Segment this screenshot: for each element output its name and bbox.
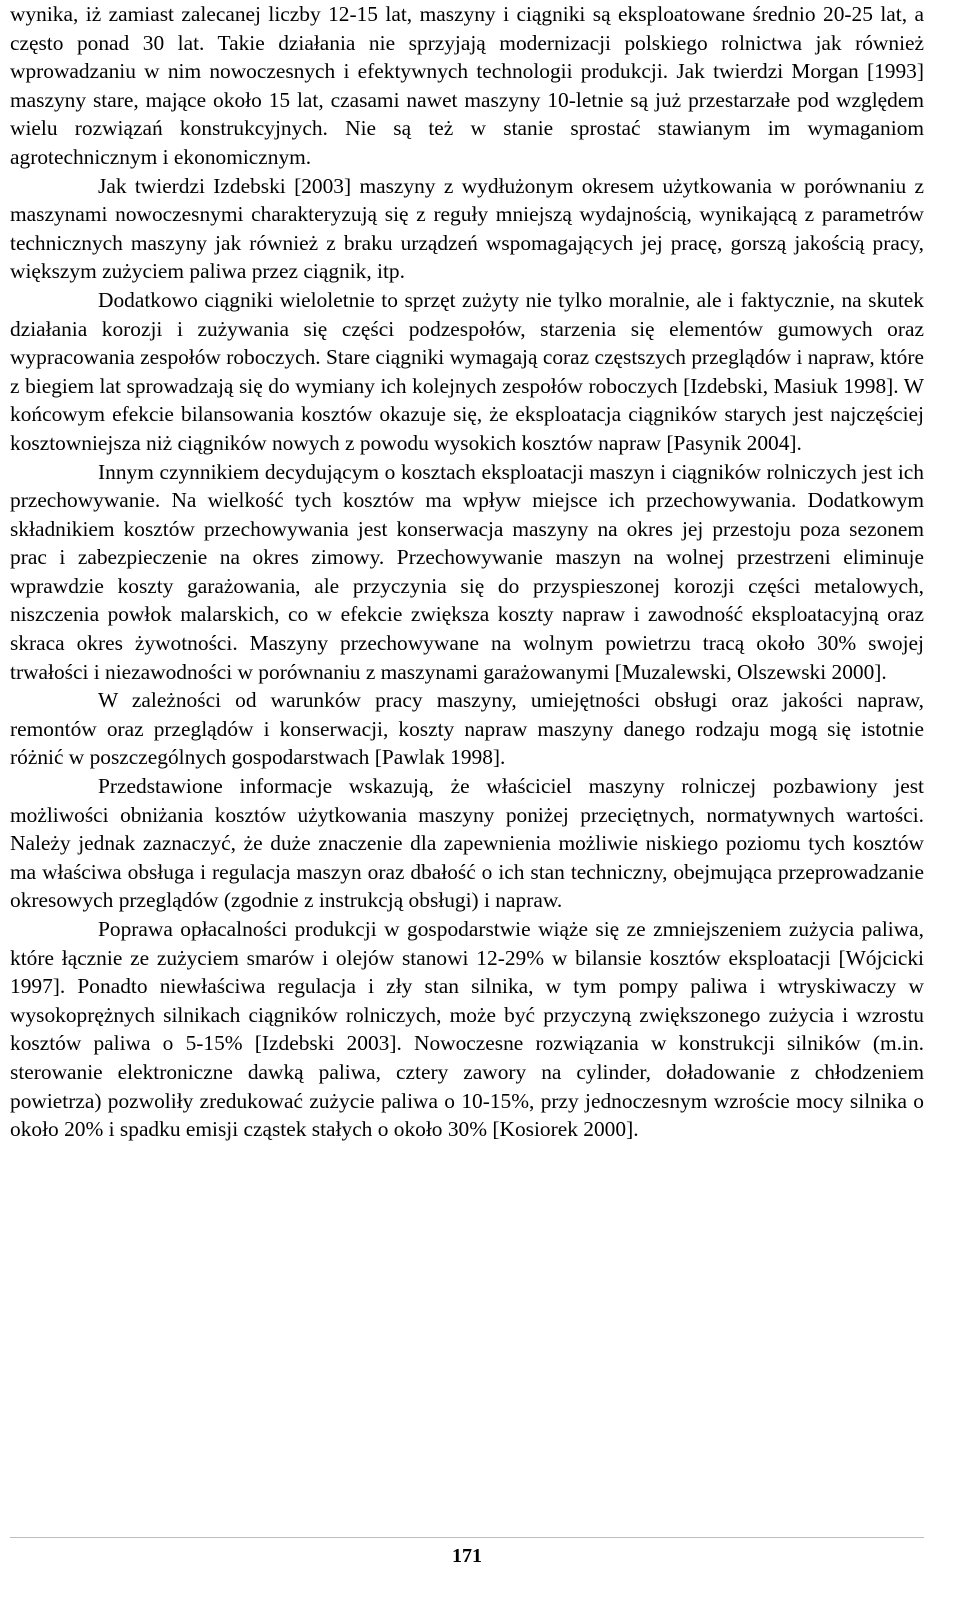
- paragraph-repair-costs: W zależności od warunków pracy maszyny, umiejętności obsługi oraz jakości napraw, remontów oraz przeglądów i konserwacji, koszty napraw maszyny danego rodzaju mogą się istotnie różnić w poszczególnych gospodarstwach [Pawlak 1998].: [10, 688, 924, 770]
- paragraph-storage: Innym czynnikiem decydującym o kosztach eksploatacji maszyn i ciągników rolniczych jest ich przechowywanie. Na wielkość tych kosztów ma wpływ miejsce ich przechowywania. Dodatkowym składnikiem kosztów przechowywania jest konserwacja maszyny na okres jej przestoju poza sezonem prac i zabezpieczenie na okres zimowy. Przechowywanie maszyn na wolnej przestrzeni eliminuje wprawdzie koszty garażowania, ale przyczynia się do przyspieszonej korozji części metalowych, niszczenia powłok malarskich, co w efekcie zwiększa koszty napraw i zawodność eksploatacyjną oraz skraca okres żywotności. Maszyny przechowywane na wolnym powietrzu tracą około 30% swojej trwałości i niezawodności w porównaniu z maszynami garażowanymi [Muzalewski, Olszewski 2000].: [10, 459, 924, 684]
- paragraph-izdebski: Jak twierdzi Izdebski [2003] maszyny z wydłużonym okresem użytkowania w porównaniu z maszynami nowoczesnymi charakteryzują się z reguły mniejszą wydajnością, wynikającą z parametrów technicznych maszyny jak również z braku urządzeń wspomagających jej pracę, gorszą jakością pracy, większym zużyciem paliwa przez ciągnik, itp.: [10, 173, 924, 284]
- paragraph-wear: Dodatkowo ciągniki wieloletnie to sprzęt zużyty nie tylko moralnie, ale i faktycznie, na skutek działania korozji i zużywania się części podzespołów, starzenia się elementów gumowych oraz wypracowania zespołów roboczych. Stare ciągniki wymagają coraz częstszych przeglądów i napraw, które z biegiem lat sprowadzają się do wymiany ich kolejnych zespołów roboczych [Izdebski, Masiuk 1998]. W końcowym efekcie bilansowania kosztów okazuje się, że eksploatacja ciągników starych jest najczęściej kosztowniejsza niż ciągników nowych z powodu wysokich kosztów napraw [Pasynik 2004].: [10, 287, 924, 455]
- footer-divider: [10, 1537, 924, 1538]
- page-number: 171: [452, 1545, 482, 1567]
- paragraph-continued: wynika, iż zamiast zalecanej liczby 12-15 lat, maszyny i ciągniki są eksploatowane średnio 20-25 lat, a często ponad 30 lat. Takie działania nie sprzyjają modernizacji polskiego rolnictwa jak również wprowadzaniu w nim nowoczesnych i efektywnych technologii produkcji. Jak twierdzi Morgan [1993] maszyny stare, mające około 15 lat, czasami nawet maszyny 10-letnie są już przestarzałe pod względem wielu rozwiązań konstrukcyjnych. Nie są też w stanie sprostać stawianym im wymaganiom agrotechnicznym i ekonomicznym.: [10, 2, 924, 169]
- body-text: [10, 0, 924, 1144]
- paragraph-conclusions: Przedstawione informacje wskazują, że właściciel maszyny rolniczej pozbawiony jest możliwości obniżania kosztów użytkowania maszyny poniżej przeciętnych, normatywnych wartości. Należy jednak zaznaczyć, że duże znaczenie dla zapewnienia możliwie niskiego poziomu tych kosztów ma właściwa obsługa i regulacja maszyn oraz dbałość o ich stan techniczny, obejmująca przeprowadzanie okresowych przeglądów (zgodnie z instrukcją obsługi) i napraw.: [10, 774, 924, 913]
- paragraph-fuel: Poprawa opłacalności produkcji w gospodarstwie wiąże się ze zmniejszeniem zużycia paliwa, które łącznie ze zużyciem smarów i olejów stanowi 12-29% w bilansie kosztów eksploatacji [Wójcicki 1997]. Ponadto niewłaściwa regulacja i zły stan silnika, w tym pompy paliwa i wtryskiwaczy w wysokoprężnych silnikach ciągników rolniczych, może być przyczyną zwiększonego zużycia i wzrostu kosztów paliwa o 5-15% [Izdebski 2003]. Nowoczesne rozwiązania w konstrukcji silników (m.in. sterowanie elektroniczne dawką paliwa, cztery zawory na cylinder, doładowanie z chłodzeniem powietrza) pozwoliły zredukować zużycie paliwa o 10-15%, przy jednoczesnym wzroście mocy silnika o około 20% i spadku emisji cząstek stałych o około 30% [Kosiorek 2000].: [10, 917, 924, 1142]
- document-page: [10, 0, 924, 1617]
